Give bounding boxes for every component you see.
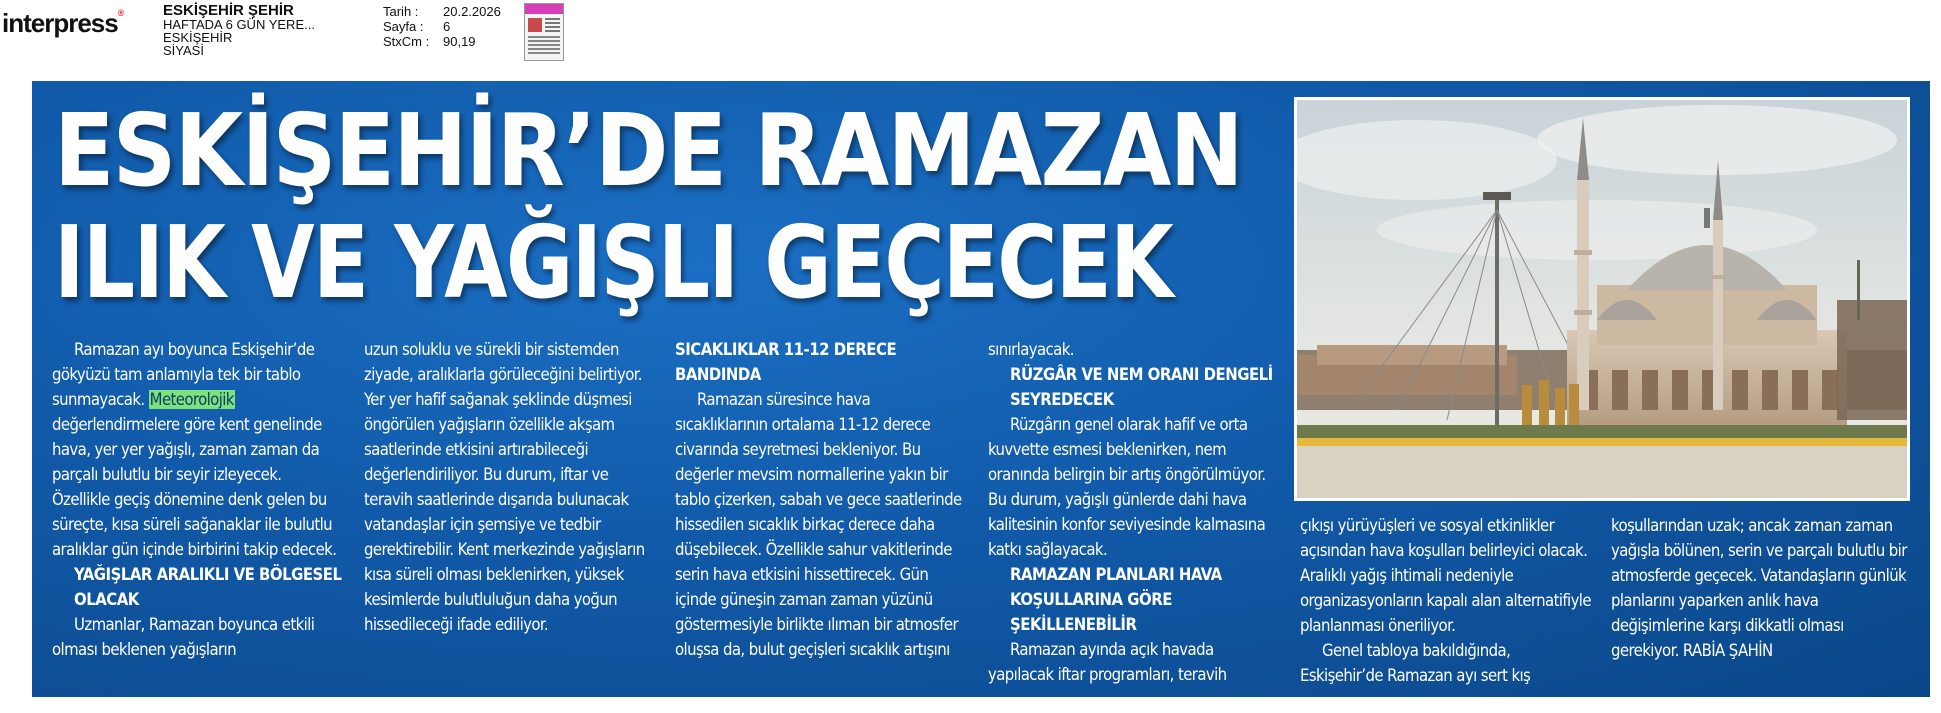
publication-category: SİYASİ: [163, 43, 204, 58]
paragraph: sınırlayacak.: [988, 340, 1074, 359]
page-thumbnail[interactable]: [524, 3, 564, 61]
text-column-3: [675, 337, 965, 662]
publication-city: ESKİŞEHİR: [163, 30, 233, 45]
interpress-logo: interpress®: [2, 8, 124, 38]
headline-line-2: ILIK VE YAĞIŞLI GEÇECEK: [54, 204, 1173, 321]
paragraph: Rüzgârın genel olarak hafif ve orta kuvvette esmesi beklenirken, nem oranında belirgin bir artış öngörülmüyor. Bu durum, yağışlı günlerde dahi hava kalitesinin konfor seviyesinde kalmasına katkı sağlayacak.: [988, 415, 1266, 559]
paragraph: Ramazan süresince hava sıcaklıklarının ortalama 11-12 derece civarında seyretmesi bekleniyor. Bu değerler mevsim normallerine yakın bir tablo çizerken, sabah ve gece saatlerinde hissedilen sıcaklık birkaç derece daha düşebilecek. Özellikle sahur vakitlerinde serin hava etkisini hissettirecek. Gün içinde güneşin zaman zaman yüzünü göstermesiyle birlikte ılıman bir atmosfer oluşsa da, bulut geçişleri sıcaklık artışını: [675, 390, 962, 659]
paragraph: çıkışı yürüyüşleri ve sosyal etkinlikler açısından hava koşulları belirleyici olacak. Aralıklı yağış ihtimali nedeniyle organizasyonların kapalı alan alternatifiyle planlanması öneriliyor.: [1300, 516, 1591, 635]
subheading: YAĞIŞLAR ARALIKLI VE BÖLGESEL OLACAK: [74, 565, 342, 609]
article-panel: [32, 81, 1930, 697]
stxcm-field: StxCm : 90,19: [383, 34, 476, 49]
publication-frequency: HAFTADA 6 GÜN YERE...: [163, 17, 315, 32]
text-column-5: [1300, 513, 1596, 688]
headline: [54, 92, 1304, 321]
clip-fields: [383, 4, 501, 49]
paragraph: Uzmanlar, Ramazan boyunca etkili olması beklenen yağışların: [52, 615, 315, 659]
headline-line-1: ESKİŞEHİR’DE RAMAZAN: [54, 92, 1242, 209]
paragraph: Ramazan ayında açık havada yapılacak iftar programları, teravih: [988, 640, 1227, 684]
paragraph: Genel tabloya bakıldığında, Eskişehir’de Ramazan ayı sert kış: [1300, 641, 1531, 685]
paragraph: koşullarından uzak; ancak zaman zaman yağışla bölünen, serin ve parçalı bulutlu bir atmosferde geçecek. Vatandaşların günlük planlarını yaparken anlık hava değişimlerine karşı dikkatli olması gerekiyor. RABİA ŞAHİN: [1611, 516, 1907, 660]
mosque-photo: [1294, 97, 1910, 501]
text-column-1: [52, 337, 342, 662]
publication-name: ESKİŞEHİR ŞEHİR: [163, 2, 294, 19]
paragraph: uzun soluklu ve sürekli bir sistemden ziyade, aralıklarla görüleceğini belirtiyor. Yer yer hafif sağanak şeklinde düşmesi öngörülen yağışların özellikle akşam saatlerinde etkisini artırabileceği değerlendiriliyor. Bu durum, iftar ve teravih saatlerinde dışarıda bulunacak vatandaşlar için şemsiye ve tedbir gerektirebilir. Kent merkezinde yağışların kısa süreli olması beklenirken, yüksek kesimlerde bulutluluğun daha yoğun hissedileceği ifade ediliyor.: [364, 340, 645, 634]
page-field: Sayfa : 6: [383, 19, 451, 34]
subheading: SICAKLIKLAR 11-12 DERECE BANDINDA: [675, 340, 897, 384]
paragraph: Ramazan ayı boyunca Eskişehir’de gökyüzü tam anlamıyla tek bir tablo sunmayacak. Meteorolojik değerlendirmelere göre kent genelinde hava, yer yer yağışlı, zaman zaman da parçalı bulutlu bir seyir izleyecek. Özellikle geçiş dönemine denk gelen bu süreçte, kısa süreli sağanaklar ile bulutlu aralıklar gün içinde birbirini takip edecek.: [52, 340, 337, 559]
text-column-6: [1611, 513, 1907, 663]
text-column-4: [988, 337, 1278, 687]
highlighted-keyword[interactable]: Meteorolojik: [149, 390, 234, 409]
clipping-header: [0, 0, 1941, 72]
date-field: Tarih : 20.2.2026: [383, 4, 501, 19]
publication-info: [163, 4, 315, 57]
subheading: RAMAZAN PLANLARI HAVA KOŞULLARINA GÖRE ŞEKİLLENEBİLİR: [1010, 565, 1222, 634]
subheading: RÜZGÂR VE NEM ORANI DENGELİ SEYREDECEK: [1010, 365, 1273, 409]
text-column-2: [364, 337, 654, 637]
